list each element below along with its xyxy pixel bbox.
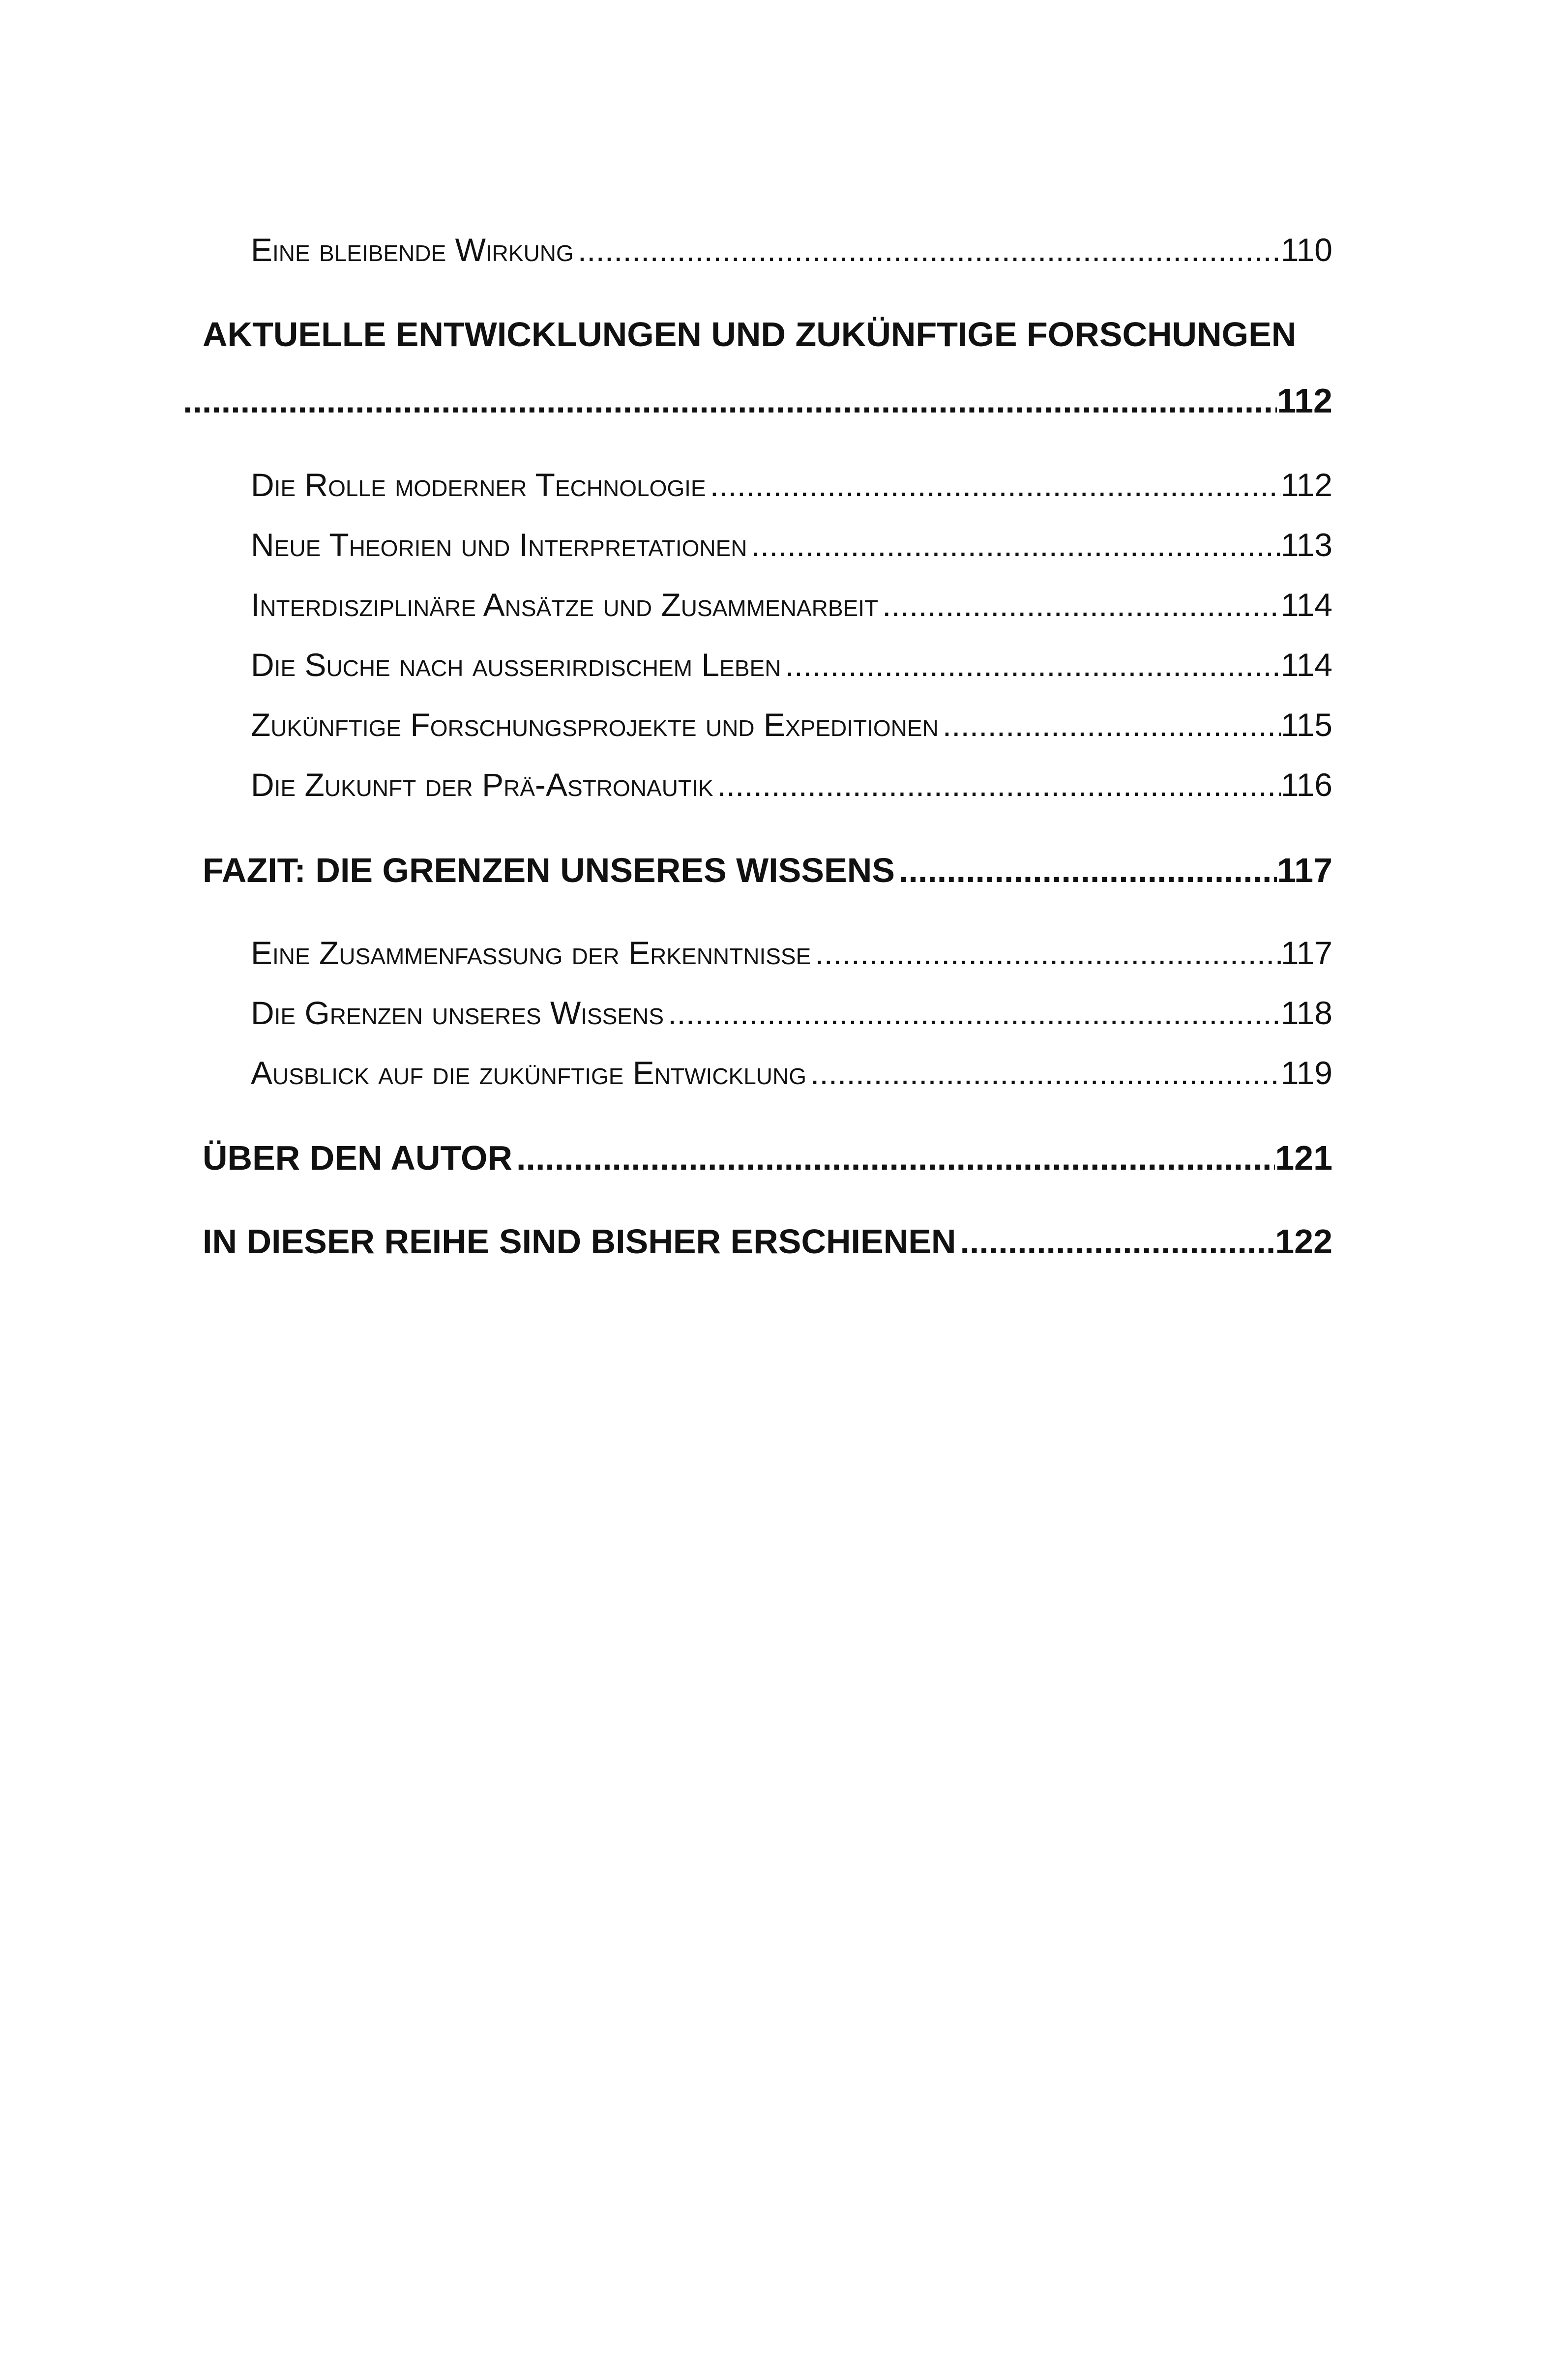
- toc-entry-title: IN DIESER REIHE SIND BISHER ERSCHIENEN: [203, 1222, 956, 1261]
- dot-leader: [706, 466, 1281, 503]
- toc-entry-title: Eine Zusammenfassung der Erkenntnisse: [251, 935, 811, 971]
- dot-leader: [664, 994, 1281, 1032]
- toc-entry-title: Zukünftige Forschungsprojekte und Expeditionen: [251, 707, 939, 743]
- toc-entry-page: 112: [1277, 382, 1332, 420]
- dot-leader: [806, 1054, 1281, 1092]
- toc-chapter-entry[interactable]: [183, 381, 1332, 420]
- toc-entry-page: 114: [1280, 587, 1332, 623]
- toc-entry-page: 114: [1280, 647, 1332, 683]
- toc-chapter-entry[interactable]: [203, 851, 1332, 890]
- toc-entry[interactable]: [251, 646, 1332, 683]
- toc-chapter-entry[interactable]: [203, 1222, 1332, 1261]
- dot-leader: [574, 231, 1281, 268]
- toc-entry-page: 117: [1280, 935, 1332, 971]
- dot-leader: [747, 526, 1281, 563]
- toc-chapter-entry[interactable]: [203, 1138, 1332, 1178]
- toc-entry-page: 122: [1275, 1222, 1332, 1261]
- toc-entry-page: 112: [1280, 467, 1332, 503]
- toc-entry-page: 115: [1280, 707, 1332, 743]
- toc-entry-title: Die Zukunft der Prä-Astronautik: [251, 767, 713, 803]
- toc-entry-title: Interdisziplinäre Ansätze und Zusammenarbeit: [251, 587, 879, 623]
- toc-entry[interactable]: [251, 466, 1332, 503]
- toc-entry-title: ÜBER DEN AUTOR: [203, 1139, 513, 1177]
- toc-entry-page: 119: [1280, 1055, 1332, 1091]
- toc-entry-title: Die Grenzen unseres Wissens: [251, 995, 664, 1031]
- toc-entry-title: Die Rolle moderner Technologie: [251, 467, 706, 503]
- toc-entry-page: 121: [1275, 1139, 1332, 1177]
- toc-entry[interactable]: [251, 766, 1332, 803]
- toc-entry-page: 110: [1280, 232, 1332, 268]
- toc-entry[interactable]: [251, 231, 1332, 268]
- dot-leader: [895, 851, 1277, 890]
- dot-leader: [512, 1138, 1275, 1178]
- toc-chapter-title[interactable]: AKTUELLE ENTWICKLUNGEN UND ZUKÜNFTIGE FORSCHUNGEN: [203, 315, 1297, 354]
- toc-entry[interactable]: [251, 934, 1332, 972]
- dot-leader: [183, 381, 1277, 420]
- toc-entry-page: 116: [1280, 767, 1332, 803]
- toc-entry-title: Eine bleibende Wirkung: [251, 232, 574, 268]
- toc-entry[interactable]: [251, 526, 1332, 563]
- dot-leader: [811, 934, 1280, 972]
- toc-entry[interactable]: [251, 586, 1332, 623]
- toc-entry-title: Die Suche nach außerirdischem Leben: [251, 647, 781, 683]
- toc-entry-title: FAZIT: DIE GRENZEN UNSERES WISSENS: [203, 851, 895, 889]
- toc-entry-page: 117: [1277, 851, 1332, 889]
- dot-leader: [781, 646, 1280, 683]
- dot-leader: [939, 706, 1281, 743]
- toc-entry-page: 118: [1280, 995, 1332, 1031]
- toc-entry[interactable]: [251, 994, 1332, 1032]
- dot-leader: [956, 1222, 1275, 1261]
- dot-leader: [878, 586, 1281, 623]
- dot-leader: [713, 766, 1281, 803]
- toc-entry[interactable]: [251, 1054, 1332, 1092]
- toc-entry-title: Ausblick auf die zukünftige Entwicklung: [251, 1055, 807, 1091]
- toc-entry[interactable]: [251, 706, 1332, 743]
- toc-entry-title: Neue Theorien und Interpretationen: [251, 527, 747, 563]
- toc-entry-page: 113: [1280, 527, 1332, 563]
